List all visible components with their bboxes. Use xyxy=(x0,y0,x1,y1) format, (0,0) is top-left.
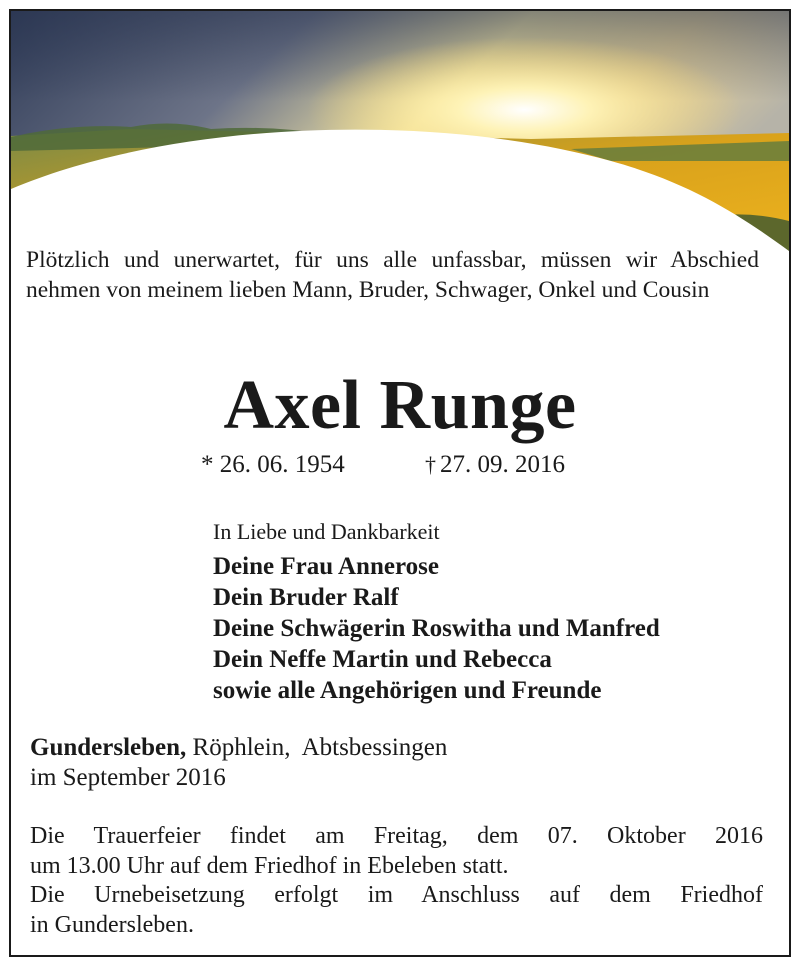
date-line: im September 2016 xyxy=(30,764,226,791)
intro-text: Plötzlich und unerwartet, für uns alle unfassbar, müssen wir Abschied nehmen von meinem lieben Mann, Bruder, Schwager, Onkel und Cousin xyxy=(26,247,759,303)
service-line: in Gundersleben. xyxy=(30,911,194,938)
place-main: Gundersleben, xyxy=(30,734,187,761)
place-line xyxy=(30,733,447,763)
mourner-line: Dein Bruder Ralf xyxy=(213,584,399,611)
mourners-block xyxy=(213,517,660,706)
deceased-name: Axel Runge xyxy=(223,367,577,444)
death-date: 27. 09. 2016 xyxy=(440,451,565,478)
death-date-group xyxy=(425,451,565,479)
mourner-line: Dein Neffe Martin und Rebecca xyxy=(213,646,552,673)
service-line: Die Urnebeisetzung erfolgt im Anschluss auf dem Friedhof xyxy=(30,882,763,908)
mourner-line: sowie alle Angehörigen und Freunde xyxy=(213,677,602,704)
birth-date: * 26. 06. 1954 xyxy=(201,451,345,478)
service-info xyxy=(30,822,763,940)
mourners-intro: In Liebe und Dankbarkeit xyxy=(213,519,440,544)
place-date-block xyxy=(30,733,447,793)
dagger-icon: † xyxy=(425,452,436,477)
place-others: Röphlein, Abtsbessingen xyxy=(186,734,448,761)
mourner-line: Deine Schwägerin Roswitha und Manfred xyxy=(213,615,660,642)
service-line: Die Trauerfeier findet am Freitag, dem 07. Oktober 2016 xyxy=(30,823,763,849)
mourner-line: Deine Frau Annerose xyxy=(213,553,439,580)
service-line: um 13.00 Uhr auf dem Friedhof in Ebeleben statt. xyxy=(30,852,509,879)
notice-frame xyxy=(9,9,791,957)
